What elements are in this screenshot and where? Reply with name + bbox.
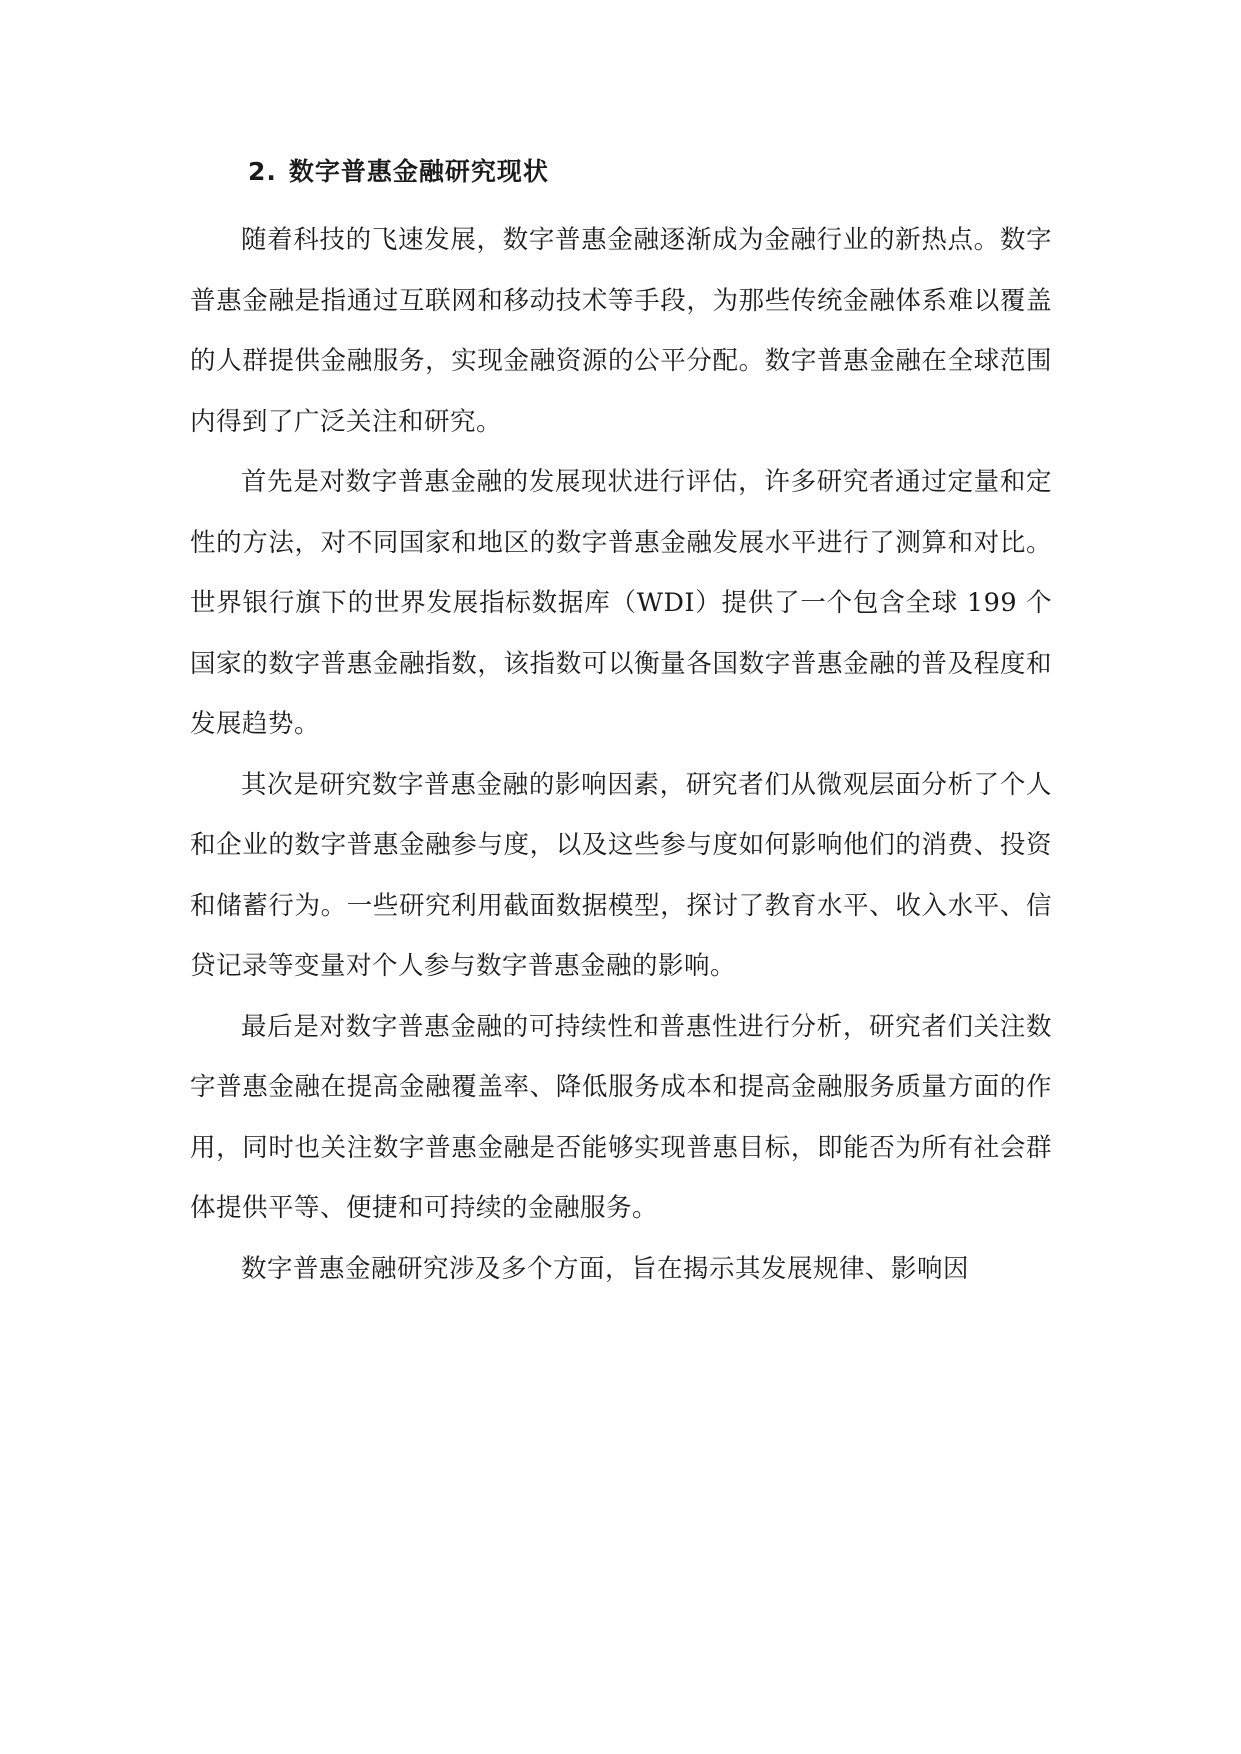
section-title: 数字普惠金融研究现状 <box>288 157 549 186</box>
paragraph-4: 最后是对数字普惠金融的可持续性和普惠性进行分析，研究者们关注数字普惠金融在提高金融覆盖率、降低服务成本和提高金融服务质量方面的作用，同时也关注数字普惠金融是否能够实现普惠目标，即能否为所有社会群体提供平等、便捷和可持续的金融服务。 <box>190 1011 1052 1223</box>
paragraph-1: 随着科技的飞速发展，数字普惠金融逐渐成为金融行业的新热点。数字普惠金融是指通过互联网和移动技术等手段，为那些传统金融体系难以覆盖的人群提供金融服务，实现金融资源的公平分配。数字普惠金融在全球范围内得到了广泛关注和研究。 <box>190 225 1052 437</box>
section-number: 2. <box>248 157 277 186</box>
section-heading <box>248 148 1052 196</box>
paragraph-5: 数字普惠金融研究涉及多个方面，旨在揭示其发展规律、影响因 <box>241 1253 970 1284</box>
paragraph-3: 其次是研究数字普惠金融的影响因素，研究者们从微观层面分析了个人和企业的数字普惠金融参与度，以及这些参与度如何影响他们的消费、投资和储蓄行为。一些研究利用截面数据模型，探讨了教育水平、收入水平、信贷记录等变量对个人参与数字普惠金融的影响。 <box>190 769 1052 981</box>
document-body <box>190 148 1052 1299</box>
paragraph-2: 首先是对数字普惠金融的发展现状进行评估，许多研究者通过定量和定性的方法，对不同国家和地区的数字普惠金融发展水平进行了测算和对比。世界银行旗下的世界发展指标数据库（WDI）提供了一个包含全球 199 个国家的数字普惠金融指数，该指数可以衡量各国数字普惠金融的普及程度和发展趋势。 <box>190 467 1052 739</box>
